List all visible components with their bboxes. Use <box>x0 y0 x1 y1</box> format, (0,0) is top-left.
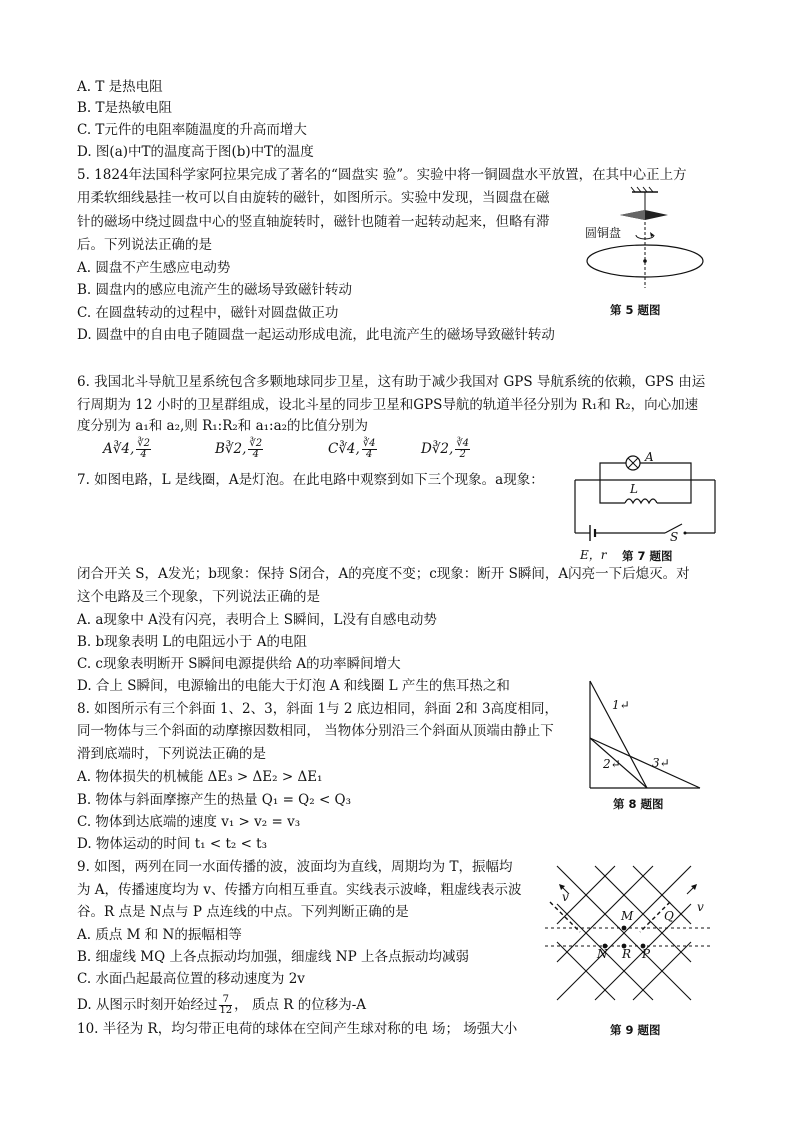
q9-wave-figure <box>545 860 715 1020</box>
q6-option-d: D∛2, $\frac{∛4}{2}$ <box>421 438 470 460</box>
q8-option-d: D. 物体运动的时间 t₁ < t₂ < t₃ <box>77 836 268 852</box>
q9-caption: 第 9 题图 <box>610 1023 661 1037</box>
q5-stem-line1: 5. 1824年法国科学家阿拉果完成了著名的“圆盘实 验”。实验中将一铜圆盘水平放置，在其中心正上方 <box>77 167 687 183</box>
q8-stem-line1: 8. 如图所示有三个斜面 1、2、3，斜面 1与 2 底边相同，斜面 2和 3高度相同， <box>77 701 559 717</box>
q4-option-d: D. 图(a)中T的温度高于图(b)中T的温度 <box>77 144 314 160</box>
q7-stem-line1: 7. 如图电路，L 是线圈，A是灯泡。在此电路中观察到如下三个现象。a现象： <box>77 472 544 488</box>
q7-caption: 第 7 题图 <box>622 549 673 563</box>
q5-figure-label: 圆铜盘 <box>585 226 622 240</box>
q9-label-v-right: v <box>697 900 704 914</box>
q8-stem-line2: 同一物体与三个斜面的动摩擦因数相同， 当物体分别沿三个斜面从顶端由静止下 <box>77 723 554 739</box>
q9-stem-line1: 9. 如图，两列在同一水面传播的波，波面均为直线，周期均为 T，振幅均 <box>77 859 513 875</box>
q10-stem-line1: 10. 半径为 R，均匀带正电荷的球体在空间产生球对称的电 场； 场强大小 <box>77 1021 518 1037</box>
q5-caption: 第 5 题图 <box>610 303 661 317</box>
q8-label-2: 2↵ <box>603 757 621 771</box>
q8-label-3: 3↵ <box>652 756 670 770</box>
q7-label-s: S <box>670 530 679 544</box>
q7-option-b: B. b现象表明 L的电阻远小于 A的电阻 <box>77 634 307 650</box>
q7-option-d: D. 合上 S瞬间，电源输出的电能大于灯泡 A 和线圈 L 产生的焦耳热之和 <box>77 678 510 694</box>
q5-option-d: D. 圆盘中的自由电子随圆盘一起运动形成电流，此电流产生的磁场导致磁针转动 <box>77 327 555 343</box>
q8-option-c: C. 物体到达底端的速度 v₁ > v₂ = v₃ <box>77 814 301 830</box>
q9-stem-line2: 为 A，传播速度均为 v、传播方向相互垂直。实线表示波峰，粗虚线表示波 <box>77 882 522 898</box>
q8-option-b: B. 物体与斜面摩擦产生的热量 Q₁ = Q₂ < Q₃ <box>77 792 352 808</box>
q6-option-b: B∛2, $\frac{∛2}{4}$ <box>215 438 263 460</box>
q7-option-c: C. c现象表明断开 S瞬间电源提供给 A的功率瞬间增大 <box>77 656 401 672</box>
q5-stem-line2: 用柔软细线悬挂一枚可以自由旋转的磁针，如图所示。实验中发现，当圆盘在磁 <box>77 190 550 206</box>
q9-option-b: B. 细虚线 MQ 上各点振动均加强，细虚线 NP 上各点振动均减弱 <box>77 949 469 965</box>
q5-option-c: C. 在圆盘转动的过程中，磁针对圆盘做正功 <box>77 305 339 321</box>
q4-option-a: A. T 是热电阻 <box>77 79 163 95</box>
q6-option-a: A∛4, $\frac{∛2}{4}$ <box>103 438 150 460</box>
q9-label-m: M <box>621 909 634 923</box>
q9-option-d: D. 从图示时刻开始经过 $\frac{7}{12}$ ， 质点 R 的位移为-A <box>77 994 367 1016</box>
q8-caption: 第 8 题图 <box>613 797 664 811</box>
q6-stem-line1: 6. 我国北斗导航卫星系统包含多颗地球同步卫星，这有助于减少我国对 GPS 导航系统的依赖，GPS 由运 <box>77 374 706 390</box>
q7-label-a: A <box>645 450 654 464</box>
q8-label-1: 1↵ <box>612 698 630 712</box>
q6-stem-line3: 度分别为 a₁和 a₂,则 R₁:R₂和 a₁:a₂的比值分别为 <box>77 418 369 434</box>
q8-option-a: A. 物体损失的机械能 ΔE₃ > ΔE₂ > ΔE₁ <box>77 769 323 785</box>
q9-label-n: N <box>597 947 608 961</box>
q4-option-c: C. T元件的电阻率随温度的升高而增大 <box>77 122 307 138</box>
q6-option-c: C∛4, $\frac{∛4}{4}$ <box>328 438 376 460</box>
q5-stem-line4: 后。下列说法正确的是 <box>77 237 212 253</box>
q9-option-c: C. 水面凸起最高位置的移动速度为 2v <box>77 971 305 987</box>
q9-label-v-left: v <box>562 890 569 904</box>
q7-label-l: L <box>630 482 638 496</box>
q9-option-a: A. 质点 M 和 N的振幅相等 <box>77 927 242 943</box>
q4-option-b: B. T是热敏电阻 <box>77 100 173 116</box>
q8-stem-line3: 滑到底端时，下列说法正确的是 <box>77 746 266 762</box>
q8-slopes-figure <box>585 678 705 793</box>
q9-label-p: P <box>642 947 651 961</box>
q9-label-r: R <box>622 947 632 961</box>
q5-figure <box>580 190 690 300</box>
q7-circuit-figure <box>570 455 720 550</box>
q5-option-a: A. 圆盘不产生感应电动势 <box>77 260 231 276</box>
q7-option-a: A. a现象中 A没有闪亮，表明合上 S瞬间，L没有自感电动势 <box>77 612 437 628</box>
q7-label-er: E，r <box>580 548 607 562</box>
q7-stem-line2: 闭合开关 S，A发光；b现象：保持 S闭合，A的亮度不变；c现象：断开 S瞬间，A闪亮一下后熄灭。对 <box>77 566 690 582</box>
q6-stem-line2: 行周期为 12 小时的卫星群组成，设北斗星的同步卫星和GPS导航的轨道半径分别为 R₁和 R₂，向心加速 <box>77 397 699 413</box>
q5-stem-line3: 针的磁场中绕过圆盘中心的竖直轴旋转时，磁针也随着一起转动起来，但略有滞 <box>77 214 550 230</box>
q5-option-b: B. 圆盘内的感应电流产生的磁场导致磁针转动 <box>77 282 353 298</box>
q7-stem-line3: 这个电路及三个现象，下列说法正确的是 <box>77 589 320 605</box>
q9-label-q: Q <box>664 909 674 923</box>
q9-stem-line3: 谷。R 点是 N点与 P 点连线的中点。下列判断正确的是 <box>77 904 409 920</box>
